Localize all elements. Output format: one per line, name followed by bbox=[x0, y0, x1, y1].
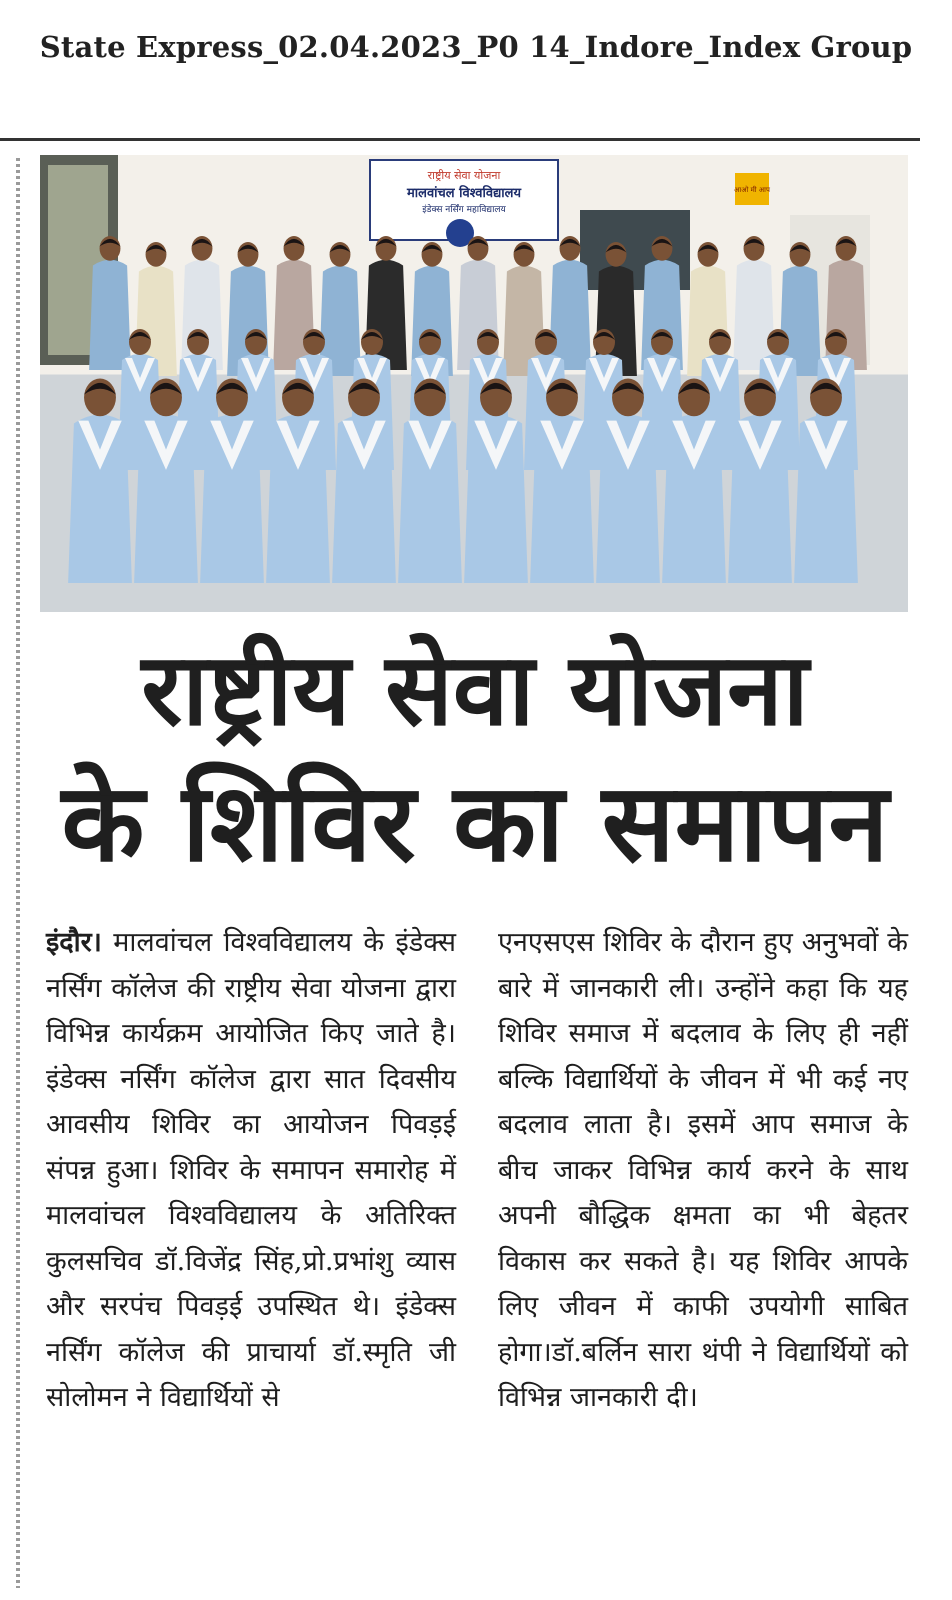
person-figure bbox=[319, 242, 361, 376]
article-column-2: एनएसएस शिविर के दौरान हुए अनुभवों के बारे में जानकारी ली। उन्होंने कहा कि यह शिविर समाज में बदलाव के लिए ही नहीं बल्कि विद्यार्थियों के जीवन में भी कई नए बदलाव लाता है। इसमें आप समाज के बीच जाकर विभिन्न कार्य करने के साथ अपनी बौद्धिक क्षमता का भी बेहतर विकास कर सकते है। यह शिविर आपके लिए जीवन में काफी उपयोगी साबित होगा।डॉ.बर्लिन सारा थंपी ने विद्यार्थियों को विभिन्न जानकारी दी। bbox=[498, 927, 908, 1413]
people-group bbox=[68, 236, 867, 583]
column-1-text: मालवांचल विश्वविद्यालय के इंडेक्स नर्सिंग कॉलेज की राष्ट्रीय सेवा योजना द्वारा विभिन्न कार्यक्रम आयोजित किए जाते है। इंडेक्स नर्सिंग कॉलेज द्वारा सात दिवसीय आवसीय शिविर का आयोजन पिवड़ई संपन्न हुआ। शिविर के समापन समारोह में मालवांचल विश्वविद्यालय के अतिरिक्त कुलसचिव डॉ.विजेंद्र सिंह,प्रो.प्रभांशु व्यास और सरपंच पिवड़ई उपस्थित थे। इंडेक्स नर्सिंग कॉलेज की प्राचार्या डॉ.स्मृति जी सोलोमन ने विद्यार्थियों से bbox=[46, 927, 457, 1413]
article-column-1 bbox=[46, 920, 456, 1421]
clipping-border bbox=[16, 158, 20, 1588]
headline-line2: के शिविर का समापन bbox=[61, 761, 889, 886]
banner-line1: राष्ट्रीय सेवा योजना bbox=[427, 169, 501, 182]
group-photo bbox=[40, 155, 908, 612]
banner-line3: इंडेक्स नर्सिंग महाविद्यालय bbox=[422, 205, 506, 215]
header-rule bbox=[0, 138, 920, 141]
source-line: State Express_02.04.2023_P0 14_Indore_Index Group bbox=[39, 30, 913, 64]
person-figure bbox=[398, 379, 462, 583]
banner-line2: मालवांचल विश्वविद्यालय bbox=[407, 186, 521, 201]
dateline: इंदौर। bbox=[46, 927, 102, 958]
headline-line1: राष्ट्रीय सेवा योजना bbox=[141, 631, 809, 748]
group-photo-illustration bbox=[40, 155, 908, 612]
person-figure bbox=[733, 236, 775, 370]
wall-sign-text: आओ मी आप bbox=[734, 186, 770, 194]
